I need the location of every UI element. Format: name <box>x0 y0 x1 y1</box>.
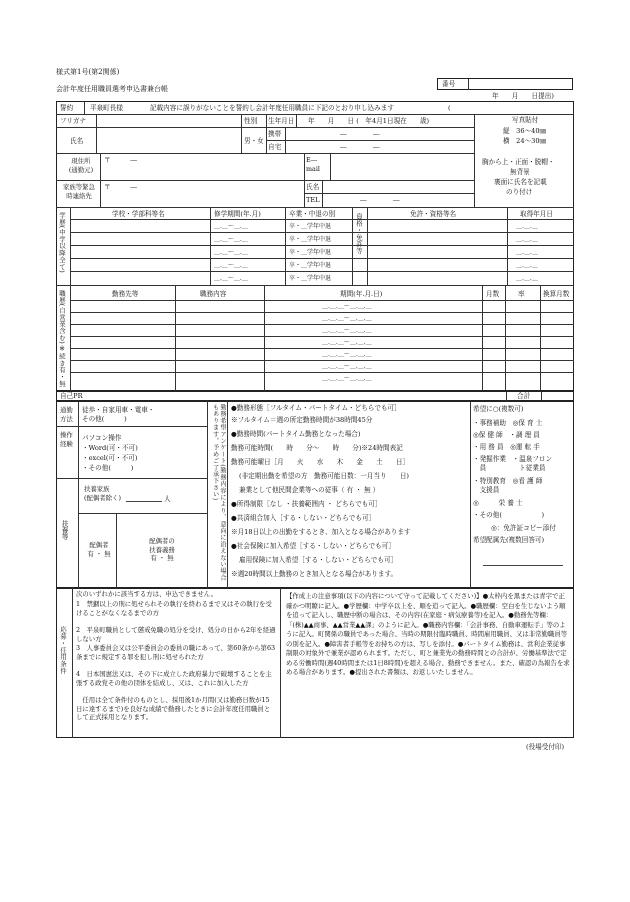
photo-note-3: 裏面に氏名を記載 <box>494 178 547 186</box>
col-license: 免許・資格等名 <box>410 210 457 218</box>
edu-status-1[interactable]: 卒・＿学年中退 <box>289 223 332 230</box>
career-side-label: 職歴(自営業含む)※続き有・無 <box>58 290 66 388</box>
license-date-4[interactable]: ＿.＿.＿ <box>516 262 538 269</box>
edu-status-3[interactable]: 卒・＿学年中退 <box>289 249 332 256</box>
ops-other[interactable]: ・その他( ) <box>82 464 134 472</box>
survey-line[interactable]: 兼業として他民間企業等への従事（ 有 ・ 無 ） <box>239 486 380 494</box>
commute-label: 通勤 方法 <box>60 406 73 423</box>
ops-label: 操作 経験 <box>60 431 73 448</box>
col-workplace: 勤務先等 <box>112 290 139 298</box>
condition-line: 1 禁錮以上の刑に処せられその執行を終わるまで又はその執行を受けることがなくなるまでの方 <box>76 600 272 617</box>
gender-label: 性別 <box>244 117 258 125</box>
edu-status-2[interactable]: 卒・＿学年中退 <box>289 236 332 243</box>
notes-text: 【作成上の注意事項(以下の内容について守って記載してください)】●太枠内を黒または青字で正確かつ明瞭に記入。●学歴欄：中学卒以上を、順を追って記入。●職歴欄：空白を生じないよう順を追って記入し、職歴中断の場合は、その内容(在家庭・病気療養等)を記入。●勤務先等欄：「(株)▲▲商事、▲▲営業▲▲課」のように記入。●職務内容欄：「会計事務、自動車運転手」等のように記入。町関係の職員であった場合、当時の期限付臨時職員、時間雇用職員、又は非常勤職員等の別を記入。●障害者手帳等をお持ちの方は、写しを添付。●パートタイム勤務は、営利企業従事制限の対象外で兼業が認められます。ただし、町と兼業先の勤務時間との合計が、労働基準法で定める労働時間(週40時間または1日8時間)を超える場合、勤務できません。また、確認の為報告を求める場合があります。●提出された書類は、お返しいたしません。 <box>286 592 570 676</box>
hope-item[interactable]: ・発掘作業 ・温泉フロン <box>473 455 553 463</box>
spouse-field[interactable]: 配偶者 有 ・ 無 <box>87 541 111 558</box>
col-months: 月数 <box>486 290 500 298</box>
condition-line: 2 平泉町職員として懲戒免職の処分を受け、処分の日から2年を経過しない方 <box>76 626 276 643</box>
hope-item[interactable]: ・特別教育 ◎看 護 師 <box>473 477 543 485</box>
col-license-date: 取得年月日 <box>520 210 553 218</box>
photo-note-2: 無背景 <box>510 168 530 176</box>
col-converted: 換算月数 <box>543 290 570 298</box>
col-rate: 率 <box>518 290 525 298</box>
address-label: 現住所 (通勤元) <box>68 157 94 174</box>
form-title: 会計年度任用職員選考申込書兼台帳 <box>56 85 168 93</box>
license-date-5[interactable]: ＿.＿.＿ <box>516 275 538 282</box>
furigana-label: フリガナ <box>60 117 87 125</box>
career-period-4[interactable]: ＿.＿.＿～＿.＿.＿ <box>322 339 372 346</box>
emergency-name-label: 氏名 <box>306 183 320 191</box>
survey-line[interactable]: ●所得制限［なし ・扶養範囲内 ・ どちらでも可］ <box>231 500 382 508</box>
career-period-6[interactable]: ＿.＿.＿～＿.＿.＿ <box>322 363 372 370</box>
hope-place-label: 希望配属先(複数回答可) <box>473 536 545 544</box>
career-period-5[interactable]: ＿.＿.＿～＿.＿.＿ <box>322 351 372 358</box>
col-career-period: 期間(年.月.日) <box>340 290 383 298</box>
survey-line: ※月18日以上の出勤をするとき、加入となる場合があります <box>231 528 411 536</box>
col-duty: 職務内容 <box>200 290 227 298</box>
dependents-label: 扶養等 <box>60 520 68 540</box>
edu-status-5[interactable]: 卒・＿学年中退 <box>289 275 332 282</box>
total-label: 合計 <box>517 392 531 400</box>
ops-excel[interactable]: ・excel(可・不可) <box>82 454 138 462</box>
mobile-label: 携帯 <box>268 130 282 138</box>
survey-side-label: 勤務希望アンケート(勤務内容により、意向に沿えない場合もあります。予めご了承下さい) <box>211 404 226 582</box>
email-label: E― mail <box>306 156 320 173</box>
survey-line[interactable]: 勤務可能時間( 時 分～ 時 分)※24時間表記 <box>231 444 403 452</box>
ops-title: パソコン操作 <box>82 434 122 442</box>
survey-line: ※週20時間以上勤務のとき加入となる場合があります。 <box>231 570 398 578</box>
edu-period-2[interactable]: ＿.＿～＿.＿ <box>214 236 248 243</box>
license-date-2[interactable]: ＿.＿.＿ <box>516 236 538 243</box>
survey-line[interactable]: 雇用保険に加入希望［する・しない・どちらでも可］ <box>239 556 398 564</box>
self-pr-label: 自己PR <box>60 392 83 400</box>
license-date-1[interactable]: ＿.＿.＿ <box>516 223 538 230</box>
edu-period-1[interactable]: ＿.＿～＿.＿ <box>214 223 248 230</box>
number-label: 番号 <box>442 80 456 88</box>
gender-value[interactable]: 男・女 <box>244 137 264 145</box>
hope-item[interactable]: 員 ト従業員 <box>473 464 546 472</box>
number-box[interactable] <box>437 78 573 90</box>
birth-value[interactable]: 年 月 日 ( 年4月1日現在 歳) <box>308 117 430 125</box>
birth-label: 生年月日 <box>268 117 295 125</box>
form-number: 様式第1号(第2関係) <box>56 68 120 76</box>
survey-line[interactable]: (非定期出勤を希望の方 勤務可能日数：一月当り 日) <box>239 472 409 480</box>
self-pr-row <box>56 391 574 401</box>
education-side-label: 学歴(中学以降全て) <box>58 212 66 274</box>
hope-item[interactable]: ・その他( ) <box>473 511 545 519</box>
oath-addressee: 平泉町長様 <box>90 104 123 112</box>
commute-text-1[interactable]: 徒歩・自家用車・電車・ <box>82 406 155 414</box>
submit-date: 年 月 日提出) <box>492 92 554 100</box>
reception-stamp-label: (役場受付印) <box>526 743 565 751</box>
home-phone-field[interactable]: ― ― <box>340 143 380 151</box>
condition-line: 次のいずれかに該当する方は、申込できません。 <box>76 590 217 598</box>
oath-paren: ( <box>448 104 451 112</box>
hope-item[interactable]: 支援員 <box>473 486 500 494</box>
career-period-7[interactable]: ＿.＿.＿～＿.＿.＿ <box>322 375 372 382</box>
family-label: 扶養家族 (配偶者除く) <box>84 485 121 502</box>
photo-size-height: 縦 36～40㎜ <box>503 127 547 135</box>
career-period-3[interactable]: ＿.＿.＿～＿.＿.＿ <box>322 327 372 334</box>
photo-note-1: 胸から上・正面・脱帽・ <box>482 158 555 166</box>
col-study-period: 修学期間(年.月) <box>214 210 261 218</box>
photo-size-width: 横 24～30㎜ <box>503 137 547 145</box>
commute-text-2[interactable]: その他( ) <box>82 415 127 423</box>
license-date-3[interactable]: ＿.＿.＿ <box>516 249 538 256</box>
ops-word[interactable]: ・Word(可・不可) <box>82 444 138 452</box>
qualification-side-label: 資格・免許等 <box>355 213 363 255</box>
email-field[interactable] <box>332 156 472 176</box>
oath-label: 誓約 <box>60 104 74 112</box>
hope-item[interactable]: ・事務補助 ◎保 育 士 <box>473 419 543 427</box>
survey-line[interactable]: ●共済組合加入［する・しない・どちらでも可］ <box>231 514 376 522</box>
emergency-label: 家族等緊急 時連絡先 <box>63 183 95 200</box>
conditions-side-label: 応募・任用条件 <box>59 626 67 675</box>
condition-line: 4 日本国憲法又は、その下に成立した政府暴力で破壊することを主張する政党その他の団体を結成し、又は、これに加入した方 <box>76 670 272 687</box>
survey-line: ※フルタイム＝週の所定勤務時間が38時間45分 <box>231 416 373 424</box>
col-school: 学校・学部科等名 <box>112 210 165 218</box>
hope-item[interactable]: ◎ 栄 養 士 <box>473 499 523 507</box>
hope-copy-note: ◎：免許証コピー添付 <box>491 524 556 532</box>
photo-title: 写真貼付 <box>512 116 539 124</box>
edu-period-3[interactable]: ＿.＿～＿.＿ <box>214 249 248 256</box>
edu-period-5[interactable]: ＿.＿～＿.＿ <box>214 275 248 282</box>
home-label: 自宅 <box>268 143 282 151</box>
hope-item[interactable]: ・用 務 員 ◎運 転 手 <box>473 443 540 451</box>
survey-line[interactable]: ●勤務形態［フルタイム・パートタイム・どちらでも可］ <box>231 404 401 412</box>
condition-line: 3 人事委員会又は公平委員会の委員の職にあって、第60条から第63条までに規定する罪を犯し刑に処せられた方 <box>76 644 276 661</box>
condition-line: 任用は全て条件付のものとし、採用後1か月間(又は勤務日数が15日に達するまで)を良好な成績で勤務したときに会計年度任用職員として正式採用となります。 <box>76 696 271 722</box>
family-unit: 人 <box>164 495 171 503</box>
col-grad-status: 卒業・中退の別 <box>289 210 336 218</box>
emergency-postal[interactable]: 〒 ― <box>104 183 137 191</box>
hope-item[interactable]: ◎保 健 師 ・調 理 員 <box>473 431 540 439</box>
survey-line[interactable]: 勤務可能曜日［月 火 水 木 金 土 日］ <box>231 458 410 466</box>
name-label: 氏名 <box>70 137 84 145</box>
address-postal[interactable]: 〒 ― <box>104 156 137 164</box>
career-period-2[interactable]: ＿.＿.＿～＿.＿.＿ <box>322 315 372 322</box>
survey-line[interactable]: ●社会保険に加入希望［する・しない・どちらでも可］ <box>231 542 395 550</box>
edu-period-4[interactable]: ＿.＿～＿.＿ <box>214 262 248 269</box>
spouse-dependent-field[interactable]: 配偶者の 扶養義務 有 ・ 無 <box>149 537 175 563</box>
photo-note-4: のり付け <box>506 188 533 196</box>
hope-title: 希望に○(複数可) <box>473 405 524 413</box>
edu-status-4[interactable]: 卒・＿学年中退 <box>289 262 332 269</box>
emergency-tel-label: TEL <box>306 196 320 204</box>
career-period-1[interactable]: ＿.＿.＿～＿.＿.＿ <box>322 303 372 310</box>
name-field[interactable] <box>100 130 238 150</box>
survey-line: ●勤務時間(パートタイム勤務となった場合) <box>231 430 361 438</box>
emergency-tel-field[interactable]: ― ― <box>360 196 400 204</box>
oath-text: 記載内容に誤りがないことを誓約し会計年度任用職員に下記のとおり申し込みます <box>150 104 394 112</box>
mobile-phone-field[interactable]: ― ― <box>340 130 380 138</box>
